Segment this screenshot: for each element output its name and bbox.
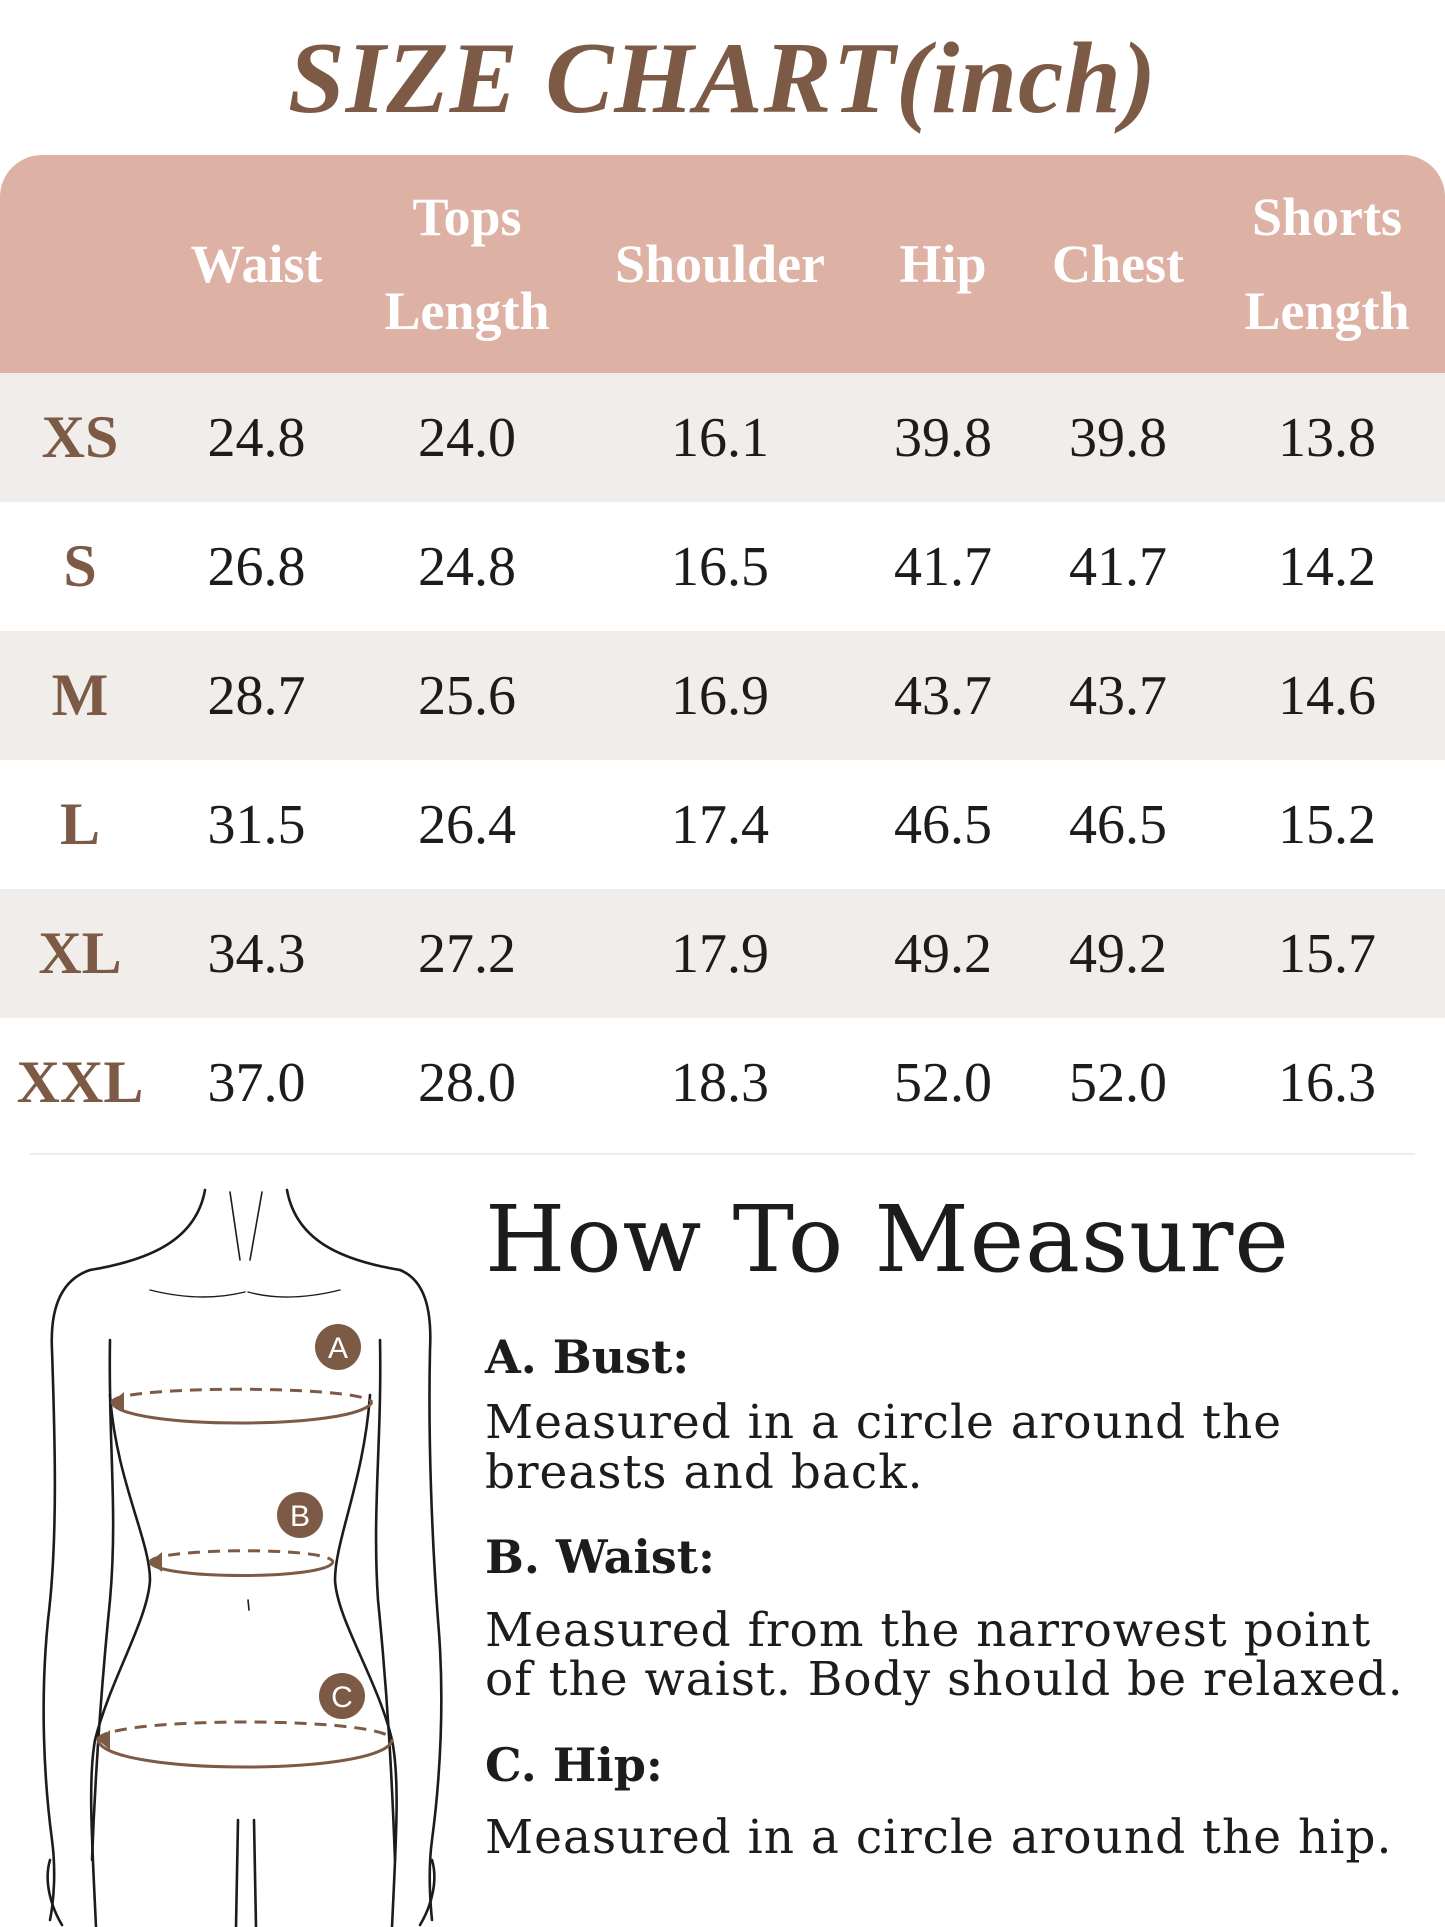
table-cell: 27.2 (418, 922, 516, 985)
header-label: Length (384, 281, 550, 341)
table-cell: 16.1 (671, 406, 769, 469)
marker-label: C (331, 1681, 353, 1714)
table-row (0, 1018, 1445, 1147)
size-label: M (51, 662, 109, 728)
measure-item-bust (485, 1330, 1445, 1500)
marker-b (277, 1492, 323, 1538)
table-cell: 34.3 (207, 922, 306, 985)
table-cell: 16.9 (671, 664, 769, 727)
size-label: XXL (16, 1049, 144, 1115)
marker-label: B (289, 1500, 311, 1533)
header-cell-chest (1027, 155, 1209, 373)
header-cell-tops-length (353, 155, 581, 373)
header-cell-size (0, 155, 160, 373)
header-label: Tops (412, 186, 522, 247)
table-cell: 49.2 (1069, 922, 1167, 985)
measure-item-waist (485, 1529, 1445, 1708)
table-cell: 43.7 (1069, 664, 1167, 727)
header-label: Shoulder (614, 233, 826, 294)
table-cell: 31.5 (207, 793, 306, 856)
table-cell: 43.7 (894, 664, 992, 727)
table-cell: 49.2 (894, 922, 992, 985)
table-cell: 15.7 (1278, 922, 1376, 985)
table-cell: 14.6 (1278, 664, 1376, 727)
how-to-measure-section (485, 1185, 1445, 1866)
table-cell: 14.2 (1278, 535, 1376, 598)
header-label: Hip (899, 233, 987, 294)
table-cell: 15.2 (1278, 793, 1376, 856)
marker-a (315, 1324, 361, 1370)
body-measurement-figure (0, 1180, 480, 1927)
marker-c (319, 1673, 365, 1719)
table-cell: 16.5 (671, 535, 769, 598)
table-cell: 41.7 (894, 535, 992, 598)
header-cell-hip (859, 155, 1027, 373)
item-heading: B. Waist: (485, 1529, 715, 1584)
table-cell: 39.8 (894, 406, 992, 469)
table-cell: 24.0 (418, 406, 516, 469)
header-cell-shorts-length (1209, 155, 1445, 373)
header-cell-shoulder (581, 155, 859, 373)
size-label: L (59, 791, 101, 857)
size-chart-table (0, 155, 1445, 1147)
item-text: of the waist. Body should be relaxed. (485, 1652, 1404, 1708)
table-cell: 37.0 (207, 1051, 306, 1114)
table-row (0, 373, 1445, 502)
measure-item-hip (485, 1737, 1445, 1866)
item-heading: A. Bust: (485, 1330, 690, 1385)
table-cell: 46.5 (894, 793, 992, 856)
section-divider (30, 1153, 1415, 1155)
table-cell: 39.8 (1069, 406, 1167, 469)
header-label: Length (1244, 281, 1410, 341)
table-row (0, 502, 1445, 631)
table-row (0, 760, 1445, 889)
header-cell-waist (160, 155, 353, 373)
table-cell: 18.3 (671, 1051, 769, 1114)
table-cell: 26.4 (418, 793, 516, 856)
page-title: SIZE CHART(inch) (287, 22, 1157, 135)
table-cell: 52.0 (1069, 1051, 1167, 1114)
table-cell: 16.3 (1278, 1051, 1376, 1114)
item-text: Measured from the narrowest point (485, 1602, 1372, 1658)
section-title: How To Measure (485, 1186, 1290, 1293)
table-cell: 25.6 (418, 664, 516, 727)
table-cell: 26.8 (207, 535, 306, 598)
table-cell: 41.7 (1069, 535, 1167, 598)
table-header (0, 155, 1445, 373)
header-label: Chest (1052, 233, 1184, 294)
table-cell: 46.5 (1069, 793, 1167, 856)
table-row (0, 889, 1445, 1018)
header-label: Shorts (1251, 186, 1403, 247)
size-label: S (63, 533, 97, 599)
table-cell: 13.8 (1278, 406, 1376, 469)
size-label: XS (41, 404, 119, 470)
table-row (0, 631, 1445, 760)
item-text: breasts and back. (485, 1444, 924, 1500)
table-cell: 24.8 (418, 535, 516, 598)
table-cell: 52.0 (894, 1051, 992, 1114)
body-outline-illustration (0, 1180, 480, 1927)
table-cell: 28.7 (207, 664, 306, 727)
table-cell: 24.8 (207, 406, 306, 469)
header-label: Waist (190, 233, 323, 294)
table-cell: 17.4 (671, 793, 769, 856)
table-cell: 17.9 (671, 922, 769, 985)
item-heading: C. Hip: (485, 1737, 663, 1792)
marker-label: A (327, 1332, 349, 1365)
item-text: Measured in a circle around the hip. (485, 1810, 1393, 1866)
table-cell: 28.0 (418, 1051, 516, 1114)
item-text: Measured in a circle around the (485, 1395, 1283, 1451)
size-label: XL (38, 920, 122, 986)
